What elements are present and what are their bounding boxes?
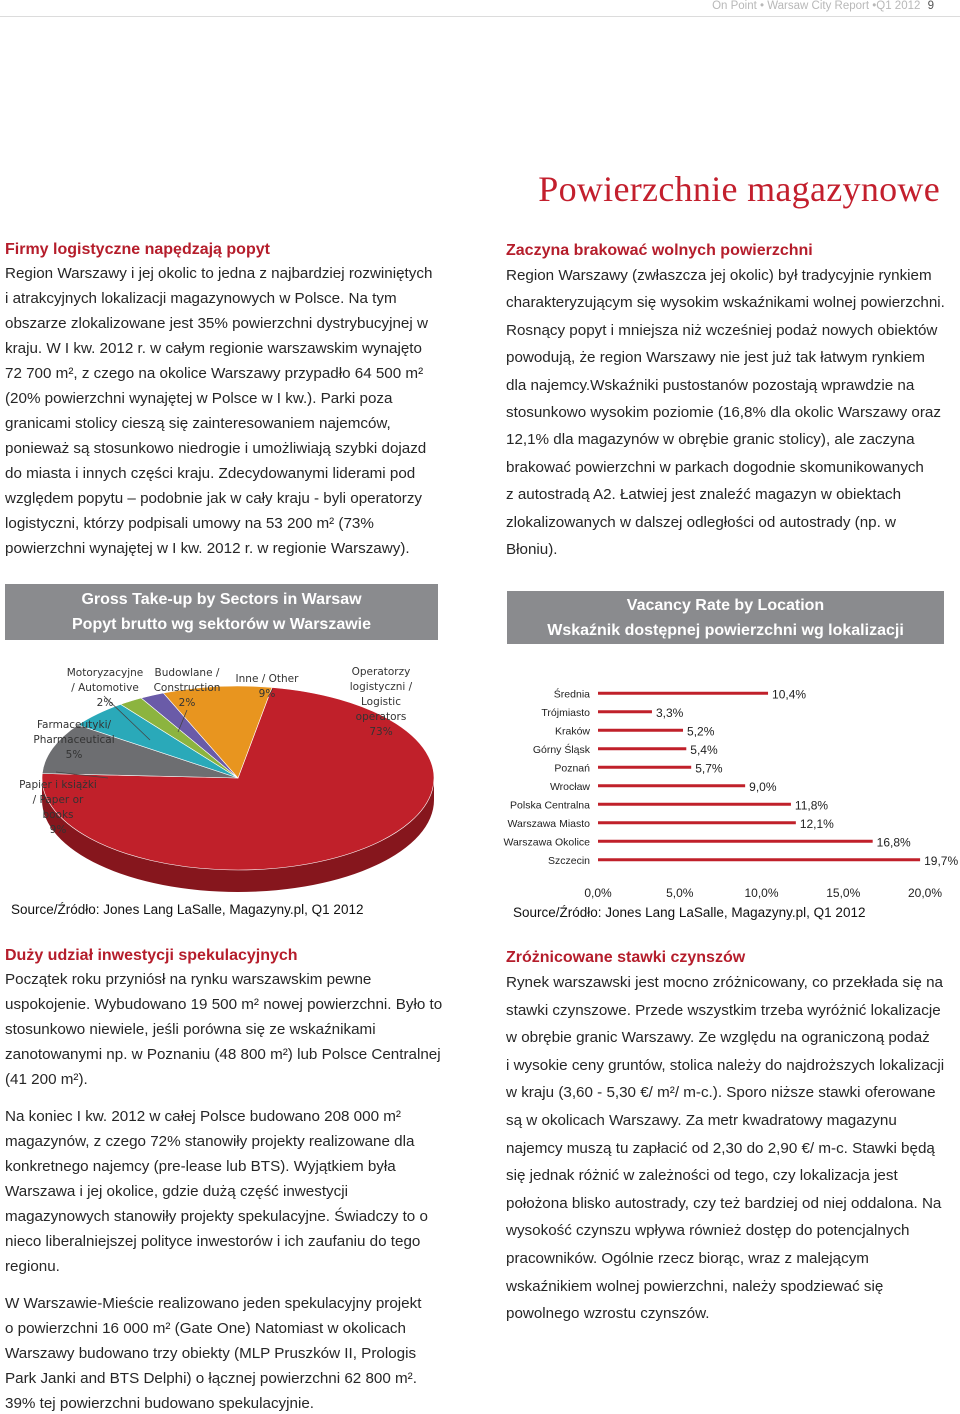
pie-label-line: 5% xyxy=(65,749,83,761)
page-title: Powierzchnie magazynowe xyxy=(538,169,940,209)
text-line: wskaźnikiem wolnej powierzchni, należy spodziewać się xyxy=(506,1277,884,1295)
bar-category-label: Poznań xyxy=(554,762,590,775)
text-line: kraju. W I kw. 2012 r. w całym regionie warszawskim wynajęto xyxy=(5,340,422,357)
pie-label-line: 2% xyxy=(178,697,196,709)
text-line: Rosnący popyt i mniejsza niż wcześniej podaż nowych obiektów xyxy=(506,321,938,339)
text-line: powolnego wzrostu czynszów. xyxy=(506,1305,710,1323)
bar xyxy=(598,747,686,750)
pie-label-line: 2% xyxy=(96,697,114,709)
text-line: i wysokie ceny gruntów, stolica należy do najdroższych lokalizacji xyxy=(506,1056,945,1074)
text-line: uspokojenie. Wybudowano 19 500 m² nowej powierzchni. Było to xyxy=(5,996,443,1013)
bar-value-label: 5,7% xyxy=(695,761,723,776)
bar xyxy=(598,784,745,787)
text-line: położona blisko autostrady, czy też bardziej od niej oddalona. Na xyxy=(506,1194,942,1212)
pie-label-line: 9% xyxy=(49,824,67,836)
text-line: logistyczni, którzy podpisali umowy na 53 200 m² (73% xyxy=(5,515,374,532)
bar-source: Source/Źródło: Jones Lang LaSalle, Magazyny.pl, Q1 2012 xyxy=(513,905,866,920)
pie-banner-line1: Gross Take-up by Sectors in Warsaw xyxy=(81,591,362,608)
bar-category-label: Kraków xyxy=(554,725,590,738)
article-vacancy-heading: Zaczyna brakować wolnych powierzchni xyxy=(506,242,813,259)
text-line: Warszawy budowano trzy obiekty (MLP Pruszków II, Prologis xyxy=(5,1345,417,1362)
pie-label-line: Inne / Other xyxy=(235,673,299,685)
text-line: ponieważ są stosunkowo niedrogie i umożliwiają szybki dojazd xyxy=(5,440,427,457)
text-line: powodują, że region Warszawy nie jest już tak łatwym rynkiem xyxy=(506,349,925,367)
pie-label-line: Papier i książki xyxy=(19,779,97,791)
bar-axis-tick-label: 20,0% xyxy=(907,886,943,900)
pie-label-line: Pharmaceutical xyxy=(33,734,115,746)
pie-chart-banner xyxy=(5,584,438,640)
header-rule xyxy=(0,16,960,17)
text-line: zanotowanymi np. w Poznaniu (48 800 m²) lub Polsce Centralnej xyxy=(5,1046,441,1063)
pie-source: Source/Źródło: Jones Lang LaSalle, Magazyny.pl, Q1 2012 xyxy=(11,902,364,917)
pie-label-line: Farmaceutyki/ xyxy=(36,719,112,731)
text-line: W Warszawie-Mieście realizowano jeden spekulacyjny projekt xyxy=(5,1295,422,1312)
article-vacancy-body xyxy=(506,262,956,563)
pie-label-line: 73% xyxy=(369,726,393,738)
text-line: magazynowych stanowiły projekty spekulacyjne. Świadczy to o xyxy=(5,1208,428,1225)
bar-banner-line2: Wskaźnik dostępnej powierzchni wg lokalizacji xyxy=(547,621,904,639)
article-rents-heading: Zróżnicowane stawki czynszów xyxy=(506,949,746,966)
text-line: regionu. xyxy=(5,1258,60,1275)
text-line: obszarze zlokalizowane jest 35% powierzchni dystrybucyjnej w xyxy=(5,315,428,332)
bar-chart-banner xyxy=(507,591,944,644)
text-line: 12,1% dla magazynów w obrębie granic stolicy), ale zaczyna xyxy=(506,431,915,449)
bar-value-label: 16,8% xyxy=(876,835,911,850)
bar-category-label: Warszawa Okolice xyxy=(503,836,590,849)
bar-value-label: 12,1% xyxy=(799,816,834,831)
bar xyxy=(598,766,691,769)
text-line: (41 200 m²). xyxy=(5,1071,88,1088)
text-line: Warszawa i jej okolice, gdzie dużą część inwestycji xyxy=(5,1183,348,1200)
text-line: charakteryzującym się wysokim wskaźnikami wolnej powierzchni. xyxy=(506,294,945,312)
text-line: 72 700 m², z czego na okolice Warszawy przypadło 64 500 m² xyxy=(5,365,424,382)
bar-category-label: Szczecin xyxy=(547,854,590,867)
pie-label-paper xyxy=(16,778,100,838)
bar xyxy=(598,840,873,843)
text-line: Na koniec I kw. 2012 w całej Polsce budowano 208 000 m² xyxy=(5,1108,401,1125)
running-title: On Point • Warsaw City Report •Q1 2012 xyxy=(712,0,921,12)
pie-label-line: books xyxy=(42,809,74,821)
text-line: Błoniu). xyxy=(506,541,558,559)
bar-value-label: 3,3% xyxy=(655,705,684,720)
pie-banner-line2: Popyt brutto wg sektorów w Warszawie xyxy=(72,616,371,633)
text-line: Region Warszawy i jej okolic to jedna z najbardziej rozwiniętych xyxy=(5,265,433,282)
pie-label-line: Construction xyxy=(153,682,221,694)
article-demand-heading: Firmy logistyczne napędzają popyt xyxy=(5,241,270,258)
pie-label-line: logistyczni / xyxy=(349,681,413,693)
bar-category-label: Górny Śląsk xyxy=(532,743,590,756)
text-line: są w okolicach Warszawy. Za metr kwadratowy magazynu xyxy=(506,1111,897,1129)
text-line: nieco liberalniejszej polityce inwestorów i ich zaufaniu do tego xyxy=(5,1233,421,1250)
running-header xyxy=(712,0,934,12)
text-line: pracowników. Ogólnie rzecz biorąc, wraz z malejącym xyxy=(506,1249,869,1267)
bar xyxy=(598,729,683,732)
text-line: magazynów, z czego 72% stanowiły projekty realizowane dla xyxy=(5,1133,415,1150)
bar-category-label: Warszawa Miasto xyxy=(507,817,590,830)
article-demand-body xyxy=(5,261,465,561)
bar-axis-tick-label: 5,0% xyxy=(666,886,694,900)
text-line: Region Warszawy (zwłaszcza jej okolic) był tradycyjnie rynkiem xyxy=(506,267,932,284)
text-line: stawki czynszowe. Przede wszystkim trzeba wyróżnić lokalizacje xyxy=(506,1001,941,1019)
pie-label-line: 9% xyxy=(258,688,276,700)
pie-chart xyxy=(0,650,460,900)
text-line: do miasta i innych części kraju. Zdecydowanymi liderami pod xyxy=(5,465,416,482)
text-line: w obrębie granic Warszawy. Ze względu na ograniczoną podaż xyxy=(506,1029,930,1047)
text-line: Rynek warszawski jest mocno zróżnicowany, co przekłada się na xyxy=(506,974,943,991)
pie-label-line: operators xyxy=(355,711,407,723)
pie-label-pharmaceutical xyxy=(24,718,124,763)
pie-label-line: Operatorzy xyxy=(351,666,411,678)
bar-chart-svg xyxy=(500,680,960,900)
article-speculative xyxy=(5,945,465,1414)
bar-chart xyxy=(500,680,960,900)
pie-label-logistics xyxy=(336,665,426,740)
article-speculative-body xyxy=(5,967,465,1414)
text-line: najemcy muszą tu zapłacić od 2,30 do 2,90 €/ m-c. Stawki będą xyxy=(506,1139,935,1157)
bar xyxy=(598,858,920,861)
bar-category-label: Polska Centralna xyxy=(510,799,590,812)
bar xyxy=(598,821,796,824)
text-line: granicami stolicy cieszą się zainteresowaniem najemców, xyxy=(5,415,391,432)
bar-axis-tick-label: 10,0% xyxy=(744,886,779,900)
pie-label-line: / Automotive xyxy=(71,682,139,694)
bar-value-label: 11,8% xyxy=(794,798,829,813)
text-line: powierzchni wynajętej w I kw. 2012 r. w regionie Warszawy). xyxy=(5,540,410,557)
bar-value-label: 19,7% xyxy=(924,853,959,868)
text-line: wysokość czynszu wpływa również dostęp do potencjalnych xyxy=(506,1222,910,1240)
text-line: względem popytu – podobnie jak w cały kraju - byli operatorzy xyxy=(5,490,423,507)
bar xyxy=(598,692,768,695)
text-line: o powierzchni 16 000 m² (Gate One) Natomiast w okolicach xyxy=(5,1320,406,1337)
bar-banner-line1: Vacancy Rate by Location xyxy=(626,596,825,614)
bar-axis-tick-label: 15,0% xyxy=(826,886,861,900)
article-rents-body xyxy=(506,969,956,1328)
text-line: Park Janki and BTS Delphi) o łącznej powierzchni 62 800 m². xyxy=(5,1370,417,1387)
bar-axis-tick-label: 0,0% xyxy=(584,886,612,900)
bar-value-label: 5,2% xyxy=(687,724,715,739)
text-line: się jednak różnić w zależności od tego, czy lokalizacja jest xyxy=(506,1167,898,1185)
pie-label-line: / Paper or xyxy=(32,794,84,806)
text-line: zlokalizowanych w dalszej odległości od autostrady (np. w xyxy=(506,513,897,531)
text-line: w kraju (3,60 - 5,30 €/ m²/ m-c.). Sporo niższe stawki oferowane xyxy=(506,1084,936,1102)
page-number: 9 xyxy=(927,0,934,12)
text-line: (20% powierzchni wynajętej w Polsce w I kw.). Parki poza xyxy=(5,390,393,407)
paragraph-gap xyxy=(5,1092,465,1104)
pie-label-construction xyxy=(143,666,231,711)
text-line: z autostradą A2. Łatwiej jest znaleźć magazyn w obiektach xyxy=(506,486,902,504)
bar-value-label: 10,4% xyxy=(772,687,807,702)
bar-value-label: 9,0% xyxy=(749,779,777,794)
bar-category-label: Trójmiasto xyxy=(541,706,590,719)
text-line: 39% tej powierzchni budowano spekulacyjnie. xyxy=(5,1395,315,1412)
pie-label-other xyxy=(232,672,302,702)
text-line: stosunkowo niewiele, jeśli porówna się ze wskaźnikami xyxy=(5,1021,376,1038)
article-rents xyxy=(506,947,956,1328)
text-line: konkretnego najemcy (pre-lease lub BTS). Wyjątkiem była xyxy=(5,1158,396,1175)
article-demand xyxy=(5,239,465,561)
bar xyxy=(598,803,791,806)
bar xyxy=(598,710,652,713)
text-line: Początek roku przyniósł na rynku warszawskim pewne xyxy=(5,971,372,988)
text-line: brakować powierzchni w parkach dogodnie skomunikowanych xyxy=(506,458,924,476)
article-vacancy xyxy=(506,240,956,563)
bar-value-label: 5,4% xyxy=(690,742,718,757)
paragraph-gap xyxy=(5,1279,465,1291)
text-line: stosunkowo wysokim poziomie (16,8% dla okolic Warszawy oraz xyxy=(506,404,941,422)
pie-label-line: Logistic xyxy=(361,696,401,708)
article-speculative-heading: Duży udział inwestycji spekulacyjnych xyxy=(5,947,298,964)
pie-label-line: Budowlane / xyxy=(154,667,220,679)
bar-category-label: Wrocław xyxy=(549,780,590,793)
text-line: i atrakcyjnych lokalizacji magazynowych w Polsce. Na tym xyxy=(5,290,397,307)
text-line: dla najemcy.Wskaźniki pustostanów pozostają wprawdzie na xyxy=(506,376,915,394)
pie-label-line: Motoryzacyjne xyxy=(66,667,144,679)
bar-category-label: Średnia xyxy=(553,688,590,701)
